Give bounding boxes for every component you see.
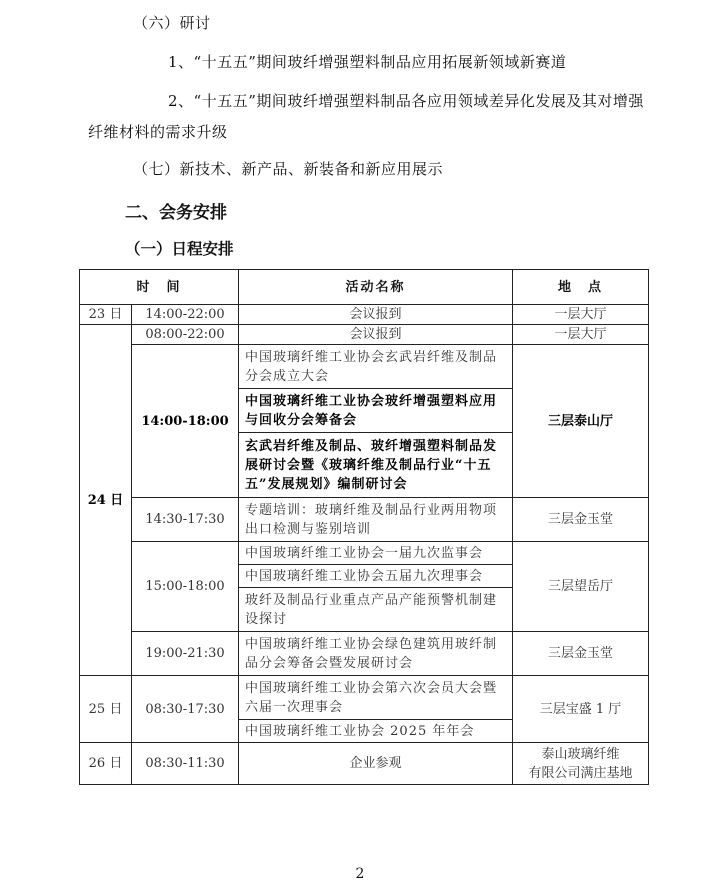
place-cell: 三层泰山厅: [513, 345, 649, 498]
place-cell: 三层宝盛 1 厅: [513, 676, 649, 743]
activity-cell: 中国玻璃纤维工业协会玄武岩纤维及制品分会成立大会: [239, 345, 513, 389]
place-line-1: 泰山玻璃纤维: [541, 746, 620, 762]
activity-cell: 中国玻璃纤维工业协会一届九次监事会: [239, 542, 513, 565]
time-cell: 14:00-22:00: [132, 305, 239, 325]
place-cell: 一层大厅: [513, 305, 649, 325]
header-activity: 活动名称: [239, 270, 513, 305]
header-time: 时 间: [80, 270, 239, 305]
place-line-2: 有限公司满庄基地: [528, 765, 633, 781]
time-cell: 14:00-18:00: [132, 345, 239, 498]
discussion-sub-2-line-2: 纤维材料的需求升级: [88, 123, 228, 141]
activity-cell: 中国玻璃纤维工业协会 2025 年年会: [239, 720, 513, 743]
day-cell: 23 日: [80, 305, 132, 325]
table-header-row: [80, 270, 649, 305]
place-cell: 三层金玉堂: [513, 632, 649, 676]
time-cell: 19:00-21:30: [132, 632, 239, 676]
item-7-showcase: （七）新技术、新产品、新装备和新应用展示: [133, 160, 444, 178]
table-row: [80, 325, 649, 345]
time-cell: 08:30-11:30: [132, 743, 239, 785]
schedule-table: [79, 269, 649, 785]
activity-cell: 玄武岩纤维及制品、玻纤增强塑料制品发展研讨会暨《玻璃纤维及制品行业“十五五”发展规划》编制研讨会: [239, 433, 513, 498]
page-number: 2: [355, 866, 365, 882]
activity-cell: 企业参观: [239, 743, 513, 785]
day-cell: 25 日: [80, 676, 132, 743]
place-cell: 三层望岳厅: [513, 542, 649, 632]
activity-cell: 中国玻璃纤维工业协会绿色建筑用玻纤制品分会筹备会暨发展研讨会: [239, 632, 513, 676]
table-row: [80, 498, 649, 542]
time-cell: 15:00-18:00: [132, 542, 239, 632]
activity-cell: 玻纤及制品行业重点产品产能预警机制建设探讨: [239, 588, 513, 632]
table-row: [80, 743, 649, 785]
table-row: [80, 676, 649, 720]
discussion-sub-2-line-1: 2、“十五五”期间玻纤增强塑料制品各应用领域差异化发展及其对增强: [168, 92, 644, 110]
activity-cell: 会议报到: [239, 325, 513, 345]
activity-cell: 中国玻璃纤维工业协会玻纤增强塑料应用与回收分会筹备会: [239, 389, 513, 433]
table-row: [80, 542, 649, 565]
activity-cell: 会议报到: [239, 305, 513, 325]
time-cell: 08:30-17:30: [132, 676, 239, 743]
time-cell: 08:00-22:00: [132, 325, 239, 345]
activity-cell: 专题培训：玻璃纤维及制品行业两用物项出口检测与鉴别培训: [239, 498, 513, 542]
table-row: [80, 305, 649, 325]
activity-cell: 中国玻璃纤维工业协会第六次会员大会暨六届一次理事会: [239, 676, 513, 720]
activity-cell: 中国玻璃纤维工业协会五届九次理事会: [239, 565, 513, 588]
item-6-discussion: （六）研讨: [133, 14, 211, 32]
discussion-sub-1: 1、“十五五”期间玻纤增强塑料制品应用拓展新领域新赛道: [168, 53, 567, 71]
place-cell: [513, 743, 649, 785]
place-cell: 三层金玉堂: [513, 498, 649, 542]
table-row: [80, 345, 649, 389]
place-cell: 一层大厅: [513, 325, 649, 345]
day-cell: 24 日: [80, 325, 132, 676]
section-subtitle: （一）日程安排: [125, 240, 234, 258]
time-cell: 14:30-17:30: [132, 498, 239, 542]
day-cell: 26 日: [80, 743, 132, 785]
table-row: [80, 632, 649, 676]
section-title: 二、会务安排: [125, 203, 227, 223]
header-place: 地 点: [513, 270, 649, 305]
